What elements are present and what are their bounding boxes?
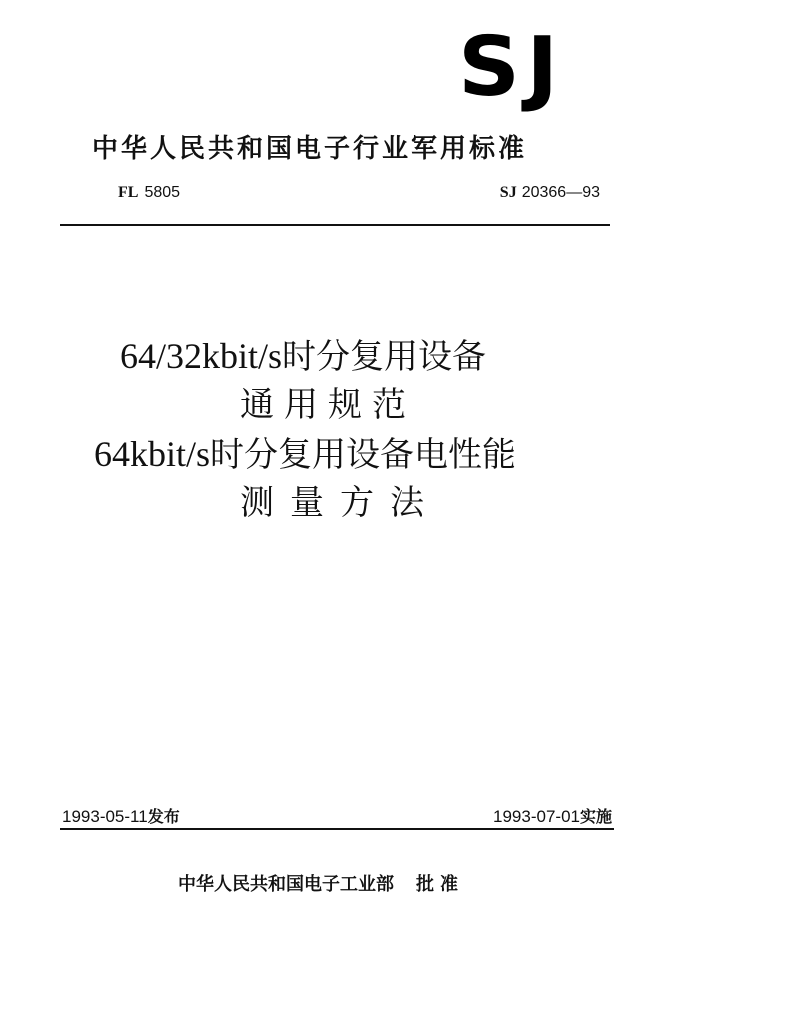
title-line-3 bbox=[94, 434, 516, 475]
header-divider bbox=[60, 224, 610, 226]
title-line-4: 测量方法 bbox=[240, 483, 440, 523]
standard-number-label: SJ bbox=[499, 184, 517, 201]
classification-code-value: 5805 bbox=[144, 184, 181, 201]
title-line-2: 通用规范 bbox=[240, 385, 416, 425]
issue-date-label: 发布 bbox=[147, 807, 180, 826]
title-line-3-rate: 64kbit/s bbox=[94, 434, 211, 474]
issue-date bbox=[62, 804, 180, 827]
title-line-1-text: 时分复用设备 bbox=[282, 337, 487, 377]
classification-code bbox=[118, 184, 180, 202]
implementation-date-value: 1993-07-01 bbox=[493, 807, 580, 826]
approving-authority: 中华人民共和国电子工业部 bbox=[178, 874, 394, 895]
implementation-date bbox=[493, 804, 612, 827]
org-title: 中华人民共和国电子行业军用标准 bbox=[92, 134, 528, 164]
standard-number bbox=[500, 184, 600, 202]
title-line-1-rate: 64/32kbit/s bbox=[120, 336, 283, 376]
approval-action: 批准 bbox=[416, 874, 464, 895]
standard-number-value: 20366—93 bbox=[521, 184, 600, 201]
title-line-1 bbox=[120, 336, 486, 377]
classification-code-label: FL bbox=[118, 184, 139, 201]
implementation-date-label: 实施 bbox=[579, 807, 612, 826]
footer-divider bbox=[60, 828, 614, 830]
sj-logo: SJ bbox=[458, 20, 565, 115]
title-line-3-text: 时分复用设备电性能 bbox=[210, 435, 517, 475]
approval-line bbox=[178, 870, 464, 896]
issue-date-value: 1993-05-11 bbox=[62, 807, 148, 826]
